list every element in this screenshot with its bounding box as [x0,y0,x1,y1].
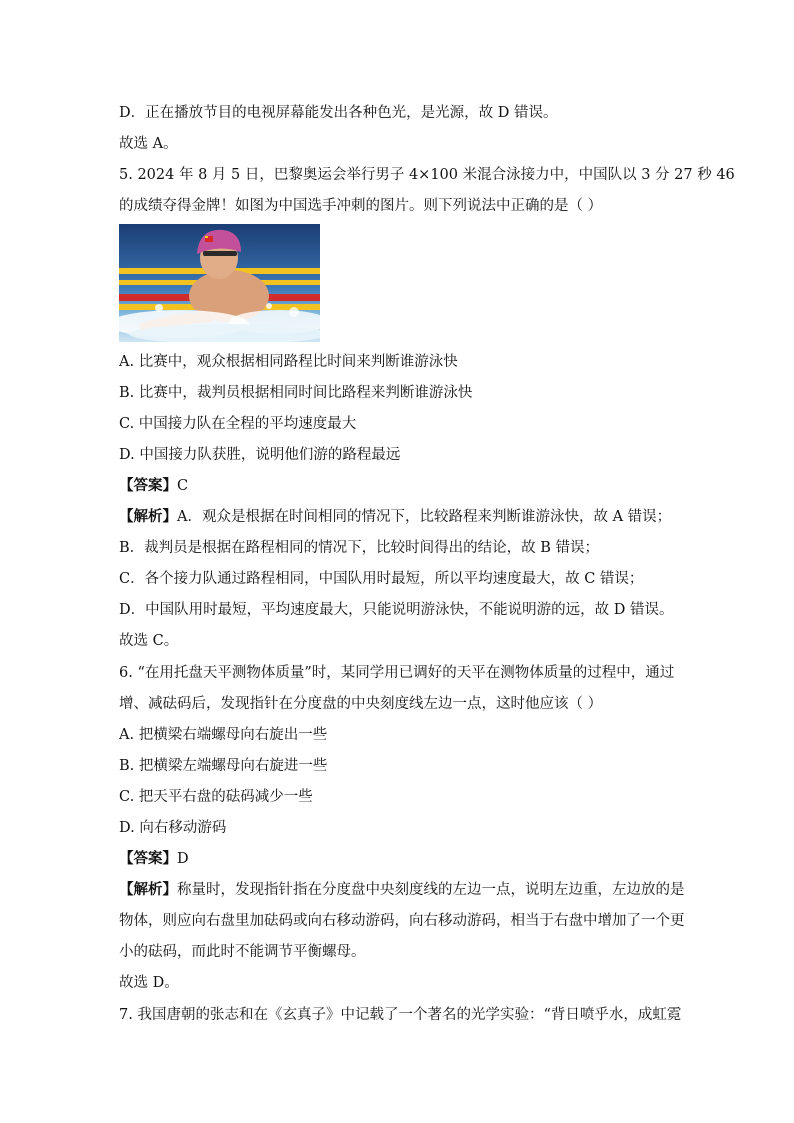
q5-answer [119,476,679,496]
q6-option-c: C. 把天平右盘的砝码减少一些 [119,789,313,805]
analysis-tag: 【解析】 [119,508,177,525]
q6-analysis-line-2: 物体，则应向右盘里加砝码或向右移动游码，向右移动游码，相当于右盘中增加了一个更 [119,913,685,929]
droplet [155,304,163,312]
q6-option-d: D. 向右移动游码 [119,820,227,836]
q5-option-b: B. 比赛中，裁判员根据相同时间比路程来判断谁游泳快 [119,385,473,401]
q5-option-a: A. 比赛中，观众根据相同路程比时间来判断谁游泳快 [119,354,458,370]
q5-analysis-d: D．中国队用时最短，平均速度最大，只能说明游泳快，不能说明游的远，故 D 错误。 [119,602,674,618]
q5-stem-line-2: 的成绩夺得金牌！如图为中国选手冲刺的图片。则下列说法中正确的是（ ） [119,198,603,214]
q6-analysis-line-1 [119,880,685,900]
answer-tag: 【答案】 [119,477,177,494]
q6-conclusion: 故选 D。 [119,975,179,991]
q5-stem-line-1: 5. 2024 年 8 月 5 日，巴黎奥运会举行男子 4×100 米混合泳接力中，中国队以 3 分 27 秒 46 [119,167,735,183]
q5-analysis-a [119,507,679,527]
flag-star [205,236,208,238]
q5-option-d: D. 中国接力队获胜，说明他们游的路程最远 [119,447,401,463]
q6-analysis-line-3: 小的砝码，而此时不能调节平衡螺母。 [119,944,366,960]
q4-option-d-explanation: D．正在播放节目的电视屏幕能发出各种色光，是光源，故 D 错误。 [119,105,558,121]
swimmer-photo [119,224,320,342]
q6-answer [119,849,679,869]
analysis-text: A．观众是根据在时间相同的情况下，比较路程来判断谁游泳快，故 A 错误； [177,509,672,525]
answer-tag: 【答案】 [119,850,177,867]
q7-stem-line-1: 7. 我国唐朝的张志和在《玄真子》中记载了一个著名的光学实验：“背日喷乎水，成虹霓 [119,1007,682,1023]
swimmer-illustration [119,224,320,342]
droplet [266,303,272,309]
answer-value: C [177,478,189,494]
q4-conclusion: 故选 A。 [119,136,178,152]
goggles [203,251,237,256]
q5-conclusion: 故选 C。 [119,633,179,649]
analysis-text: 称量时，发现指针指在分度盘中央刻度线的左边一点，说明左边重，左边放的是 [177,882,685,898]
q5-option-c: C. 中国接力队在全程的平均速度最大 [119,416,357,432]
answer-value: D [177,851,189,867]
q6-stem-line-2: 增、减砝码后，发现指针在分度盘的中央刻度线左边一点，这时他应该（ ） [119,696,603,712]
analysis-tag: 【解析】 [119,881,177,898]
droplet [289,307,299,317]
q6-stem-line-1: 6. “在用托盘天平测物体质量”时，某同学用已调好的天平在测物体质量的过程中，通过 [119,665,675,681]
q6-option-a: A. 把横梁右端螺母向右旋出一些 [119,727,328,743]
q5-analysis-b: B．裁判员是根据在路程相同的情况下，比较时间得出的结论，故 B 错误； [119,540,600,556]
q6-option-b: B. 把横梁左端螺母向右旋进一些 [119,758,328,774]
q5-analysis-c: C．各个接力队通过路程相同，中国队用时最短，所以平均速度最大，故 C 错误； [119,571,644,587]
